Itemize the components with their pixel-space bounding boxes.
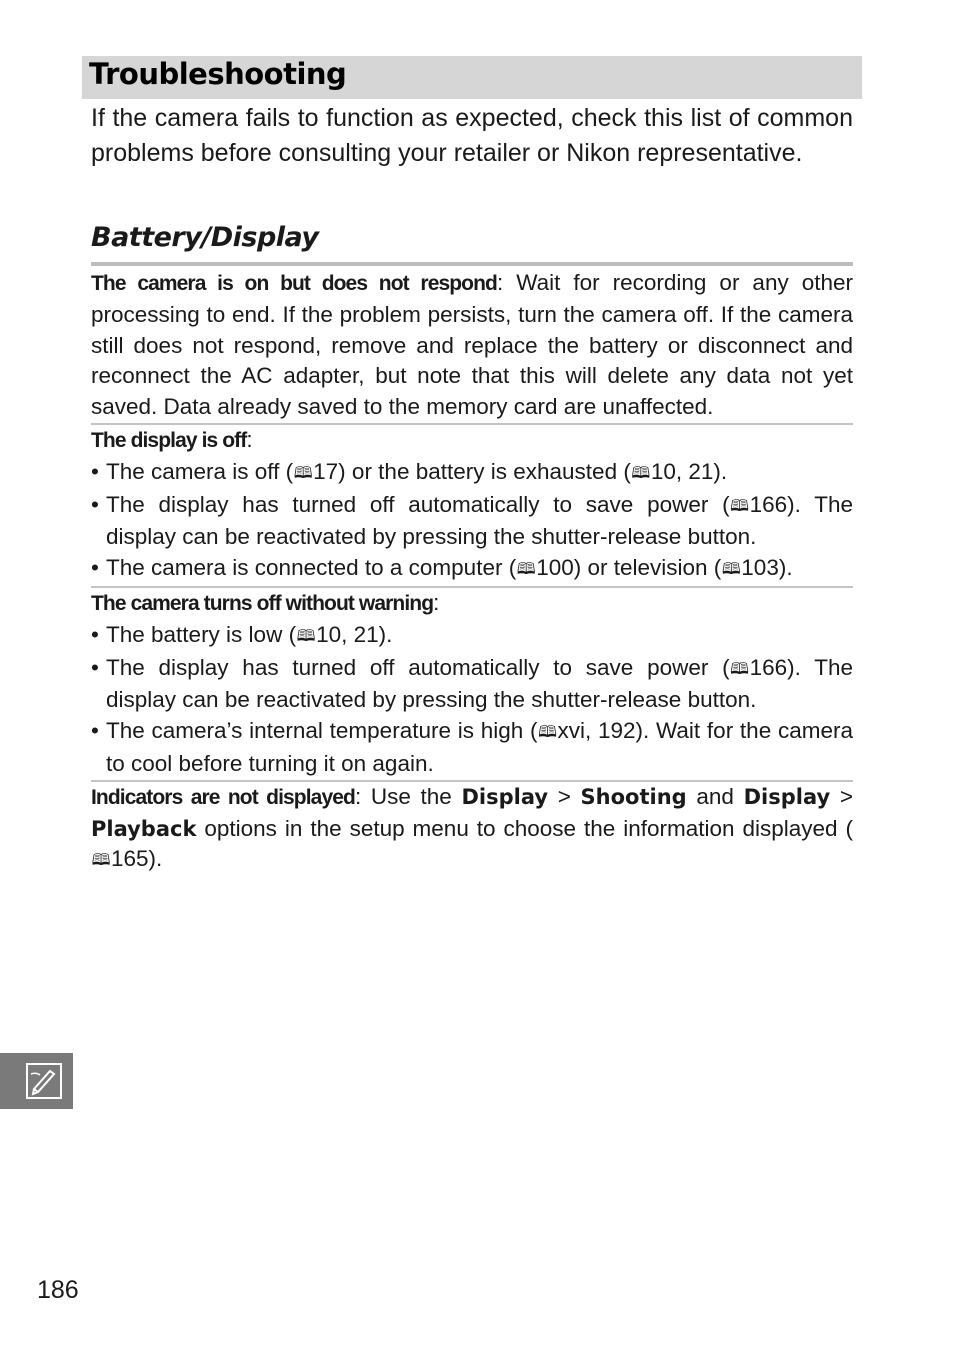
section-rule xyxy=(91,262,853,266)
list-item: • The camera’s internal temperature is high (🕮xvi, 192). Wait for the camera to cool before turning it on again. xyxy=(91,716,853,780)
page-title: Troubleshooting xyxy=(89,57,347,91)
book-icon: 🕮 xyxy=(516,561,536,579)
entry-indicators-not-displayed: Indicators are not displayed: Use the Display > Shooting and Display > Playback options in the setup menu to choose the information displayed (🕮165). xyxy=(91,780,853,877)
menu-item-display: Display xyxy=(461,784,549,809)
section-tab xyxy=(0,1053,73,1109)
entry-display-off: The display is off: • The camera is off (🕮17) or the battery is exhausted (🕮10, 21). • The display has turned off automatically to save power (🕮166). The display can be reactivated by pressing the shutter-release button. • The camera is connected to a computer (🕮100) or television (🕮103). xyxy=(91,423,853,586)
entry-turns-off-without-warning: The camera turns off without warning: • The battery is low (🕮10, 21). • The display has turned off automatically to save power (🕮166). The display can be reactivated by pressing the shutter-release button. • The camera’s internal temperature is high (🕮xvi, 192). Wait for the camera to cool before turning it on again. xyxy=(91,586,853,780)
section-heading: Battery/Display xyxy=(91,222,319,253)
book-icon: 🕮 xyxy=(293,464,313,482)
page-number: 186 xyxy=(37,1276,79,1304)
book-icon: 🕮 xyxy=(730,660,750,678)
book-icon: 🕮 xyxy=(91,852,111,870)
entry-term: The camera turns off without warning xyxy=(91,591,434,615)
book-icon: 🕮 xyxy=(296,627,316,645)
intro-paragraph: If the camera fails to function as expected, check this list of common problems before consulting your retailer or Nikon representative. xyxy=(91,104,853,167)
entry-text: Wait for recording or any other processing to end. If the problem persists, turn the camera off. If the camera still does not respond, remove and replace the battery or disconnect and reconnect the AC adapter, but note that this will delete any data not yet saved. Data already saved to the memory card are unaffected. xyxy=(91,270,853,420)
book-icon: 🕮 xyxy=(730,497,750,515)
entry-term: The display is off xyxy=(91,428,247,452)
entry-camera-not-responding: The camera is on but does not respond: Wait for recording or any other processing to end. If the problem persists, turn the camera off. If the camera still does not respond, remove and replace the battery or disconnect and reconnect the AC adapter, but note that this will delete any data not yet saved. Data already saved to the memory card are unaffected. xyxy=(91,270,853,420)
list-item: • The display has turned off automatically to save power (🕮166). The display can be reactivated by pressing the shutter-release button. xyxy=(91,490,853,554)
list-item: • The camera is connected to a computer (🕮100) or television (🕮103). xyxy=(91,553,853,586)
entry-term: The camera is on but does not respond xyxy=(91,272,497,295)
list-item: • The camera is off (🕮17) or the battery is exhausted (🕮10, 21). xyxy=(91,457,853,490)
menu-item-playback: Playback xyxy=(91,816,197,841)
book-icon: 🕮 xyxy=(721,561,741,579)
troubleshooting-list xyxy=(91,268,853,877)
retouch-pencil-icon xyxy=(26,1063,62,1099)
list-item: • The display has turned off automatically to save power (🕮166). The display can be reactivated by pressing the shutter-release button. xyxy=(91,653,853,717)
title-bar xyxy=(82,56,862,99)
book-icon: 🕮 xyxy=(538,724,557,742)
entry-term: Indicators are not displayed xyxy=(91,785,355,809)
book-icon: 🕮 xyxy=(631,464,651,482)
menu-item-display: Display xyxy=(743,784,831,809)
menu-item-shooting: Shooting xyxy=(580,784,687,809)
list-item: • The battery is low (🕮10, 21). xyxy=(91,620,853,653)
